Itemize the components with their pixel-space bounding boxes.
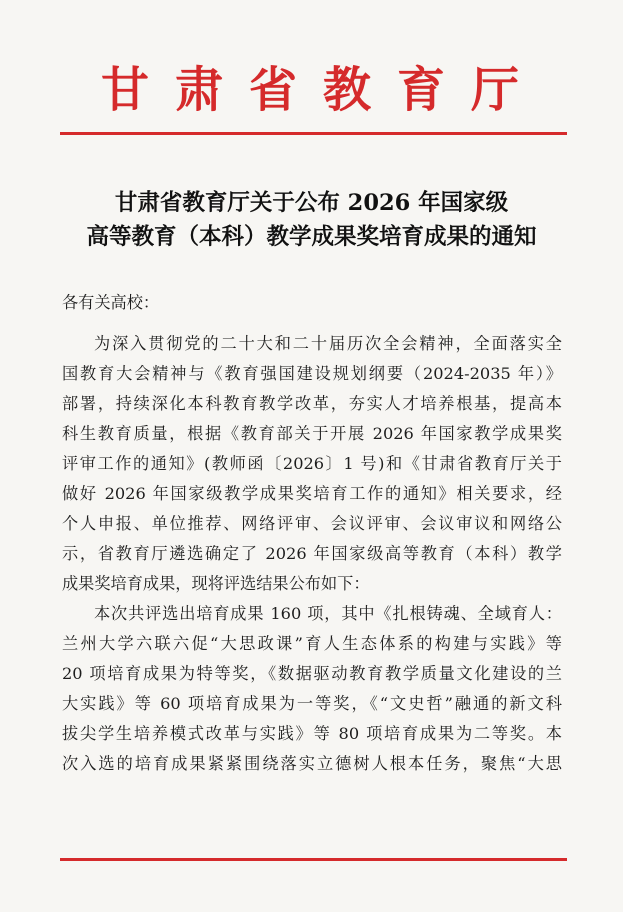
document-body bbox=[62, 288, 562, 779]
paragraph-line: 评审工作的通知》(教师函〔2026〕1 号)和《甘肃省教育厅关于 bbox=[62, 454, 562, 473]
paragraph-1 bbox=[62, 329, 562, 599]
paragraph-line: 部署，持续深化本科教育教学改革，夯实人才培养根基，提高本 bbox=[62, 394, 562, 413]
paragraph-line: 成果奖培育成果，现将评选结果公布如下： bbox=[62, 574, 370, 593]
red-rule-top bbox=[60, 132, 567, 135]
paragraph-line: 20 项培育成果为特等奖，《数据驱动教育教学质量文化建设的兰 bbox=[62, 664, 562, 683]
paragraph-line: 做好 2026 年国家级教学成果奖培育工作的通知》相关要求，经 bbox=[62, 484, 562, 503]
document-title bbox=[40, 186, 583, 254]
paragraph-line: 本次共评选出培育成果 160 项，其中《扎根铸魂、全域育人： bbox=[94, 604, 562, 623]
title-line-2: 高等教育（本科）教学成果奖培育成果的通知 bbox=[86, 224, 537, 250]
paragraph-line: 示，省教育厅遴选确定了 2026 年国家级高等教育（本科）教学 bbox=[62, 544, 562, 563]
paragraph-2 bbox=[62, 599, 562, 779]
paragraph-line: 次入选的培育成果紧紧围绕落实立德树人根本任务，聚焦“大思 bbox=[62, 754, 562, 773]
paragraph-line: 兰州大学六联六促“大思政课”育人生态体系的构建与实践》等 bbox=[62, 634, 562, 653]
paragraph-line: 大实践》等 60 项培育成果为一等奖，《“文史哲”融通的新文科 bbox=[62, 694, 562, 713]
red-rule-bottom bbox=[60, 858, 567, 861]
paragraph-line: 为深入贯彻党的二十大和二十届历次全会精神，全面落实全 bbox=[94, 334, 562, 353]
paragraph-line: 科生教育质量，根据《教育部关于开展 2026 年国家教学成果奖 bbox=[62, 424, 562, 443]
paragraph-line: 个人申报、单位推荐、网络评审、会议评审、会议审议和网络公 bbox=[62, 514, 562, 533]
salutation: 各有关高校： bbox=[62, 293, 160, 312]
masthead-title: 甘肃省教育厅 bbox=[100, 61, 545, 118]
paragraph-line: 拔尖学生培养模式改革与实践》等 80 项培育成果为二等奖。本 bbox=[62, 724, 562, 743]
paragraph-line: 国教育大会精神与《教育强国建设规划纲要（2024-2035 年）》 bbox=[62, 364, 562, 383]
title-line-1: 甘肃省教育厅关于公布 2026 年国家级 bbox=[114, 190, 509, 216]
